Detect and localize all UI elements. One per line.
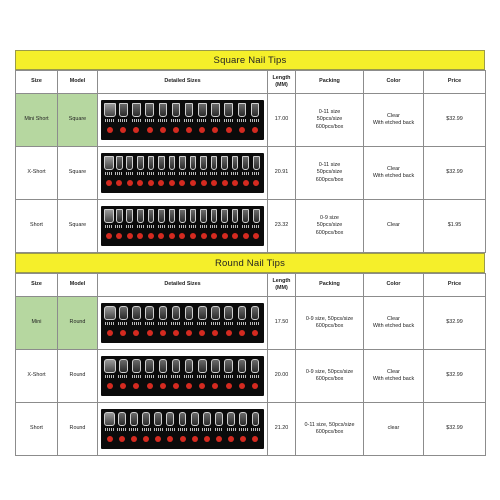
size-marker-icon: [196, 330, 208, 337]
size-marker-icon: [136, 233, 146, 240]
size-marker-icon: [251, 180, 261, 187]
header-detailed-sizes: Detailed Sizes: [98, 274, 268, 297]
nail-tip-icon: [130, 306, 142, 326]
size-marker-icon: [157, 233, 167, 240]
size-marker-icon: [188, 233, 198, 240]
size-marker-icon: [104, 127, 116, 134]
size-marker-icon: [178, 233, 188, 240]
nail-tip-icon: [104, 306, 116, 326]
nail-tip-icon: [170, 359, 182, 379]
size-cell: Mini: [16, 297, 58, 350]
square-rows: [16, 94, 486, 253]
nail-tip-icon: [117, 306, 129, 326]
packing-line: 600pcs/box: [315, 376, 344, 382]
packing-line: 0-11 size: [318, 162, 341, 169]
detailed-sizes-cell: [98, 147, 268, 200]
nail-tip-icon: [104, 412, 115, 432]
round-rows: [16, 297, 486, 456]
size-cell: Short: [16, 403, 58, 456]
nail-tip-icon: [144, 103, 156, 123]
price-cell: $32.99: [424, 403, 486, 456]
color-cell: [364, 147, 424, 200]
nail-tip-icon: [188, 156, 198, 176]
nail-tip-icon: [117, 103, 129, 123]
size-marker-icon: [220, 233, 230, 240]
color-cell: [364, 350, 424, 403]
size-marker-icon: [220, 180, 230, 187]
nail-tip-size-chart-image: [101, 356, 264, 396]
size-marker-icon: [144, 383, 156, 390]
square-table: [15, 70, 486, 253]
detailed-sizes-cell: [98, 297, 268, 350]
nail-tip-icon: [128, 412, 139, 432]
size-marker-icon: [209, 233, 219, 240]
size-marker-icon: [250, 436, 261, 443]
size-marker-icon: [144, 330, 156, 337]
nail-tip-icon: [209, 209, 219, 229]
table-row: [16, 94, 486, 147]
nail-tip-icon: [104, 209, 114, 229]
size-marker-icon: [115, 233, 125, 240]
nail-tip-icon: [146, 156, 156, 176]
size-marker-icon: [117, 127, 129, 134]
table-row: [16, 200, 486, 253]
nail-tip-icon: [220, 209, 230, 229]
packing-line: 50pcs/size: [316, 169, 343, 176]
nail-tip-icon: [249, 103, 261, 123]
nail-tip-icon: [104, 156, 114, 176]
nail-tip-icon: [189, 412, 200, 432]
header-packing: Packing: [296, 274, 364, 297]
nail-tip-icon: [104, 103, 116, 123]
size-marker-icon: [130, 330, 142, 337]
model-cell: Round: [58, 350, 98, 403]
nail-tip-icon: [251, 156, 261, 176]
nail-tip-icon: [125, 209, 135, 229]
color-line: clear: [387, 425, 400, 432]
nail-tip-icon: [157, 156, 167, 176]
nail-tip-size-chart-image: [101, 409, 264, 449]
nail-tip-icon: [199, 209, 209, 229]
size-marker-icon: [144, 127, 156, 134]
length-cell: 21.20: [268, 403, 296, 456]
nail-tip-icon: [183, 103, 195, 123]
nail-tip-icon: [170, 103, 182, 123]
packing-line: 600pcs/box: [315, 323, 344, 329]
size-marker-icon: [165, 436, 176, 443]
size-marker-icon: [136, 180, 146, 187]
price-cell: $32.99: [424, 147, 486, 200]
size-marker-icon: [251, 233, 261, 240]
nail-tip-icon: [117, 359, 129, 379]
nail-tip-icon: [241, 156, 251, 176]
color-cell: [364, 200, 424, 253]
size-marker-icon: [230, 233, 240, 240]
round-header-row: [16, 274, 486, 297]
length-cell: 20.91: [268, 147, 296, 200]
size-cell: X-Short: [16, 350, 58, 403]
nail-tips-sheet: [15, 50, 485, 456]
packing-line: 600pcs/box: [315, 176, 344, 183]
nail-tip-icon: [223, 306, 235, 326]
packing-cell: [296, 403, 364, 456]
square-header-row: [16, 71, 486, 94]
nail-tip-icon: [213, 412, 224, 432]
packing-cell: [296, 200, 364, 253]
size-marker-icon: [115, 180, 125, 187]
size-marker-icon: [249, 127, 261, 134]
size-marker-icon: [157, 180, 167, 187]
header-price: Price: [424, 71, 486, 94]
size-marker-icon: [170, 330, 182, 337]
round-section-title: Round Nail Tips: [15, 253, 485, 273]
detailed-sizes-cell: [98, 94, 268, 147]
header-detailed-sizes: Detailed Sizes: [98, 71, 268, 94]
packing-cell: [296, 350, 364, 403]
nail-tip-icon: [136, 209, 146, 229]
header-packing: Packing: [296, 71, 364, 94]
size-marker-icon: [125, 233, 135, 240]
size-marker-icon: [196, 127, 208, 134]
color-line: With etched back: [372, 376, 415, 382]
packing-line: 0-9 size, 50pcs/size: [305, 368, 354, 375]
size-marker-icon: [209, 180, 219, 187]
nail-tip-size-chart-image: [101, 206, 264, 246]
nail-tip-icon: [236, 359, 248, 379]
size-marker-icon: [104, 383, 116, 390]
size-marker-icon: [209, 330, 221, 337]
size-marker-icon: [146, 180, 156, 187]
nail-tip-icon: [236, 103, 248, 123]
nail-tip-size-chart-image: [101, 153, 264, 193]
size-marker-icon: [170, 127, 182, 134]
size-marker-icon: [178, 180, 188, 187]
nail-tip-icon: [196, 103, 208, 123]
color-line: Clear: [387, 315, 400, 322]
color-line: Clear: [387, 222, 400, 229]
round-table: [15, 273, 486, 456]
table-row: [16, 147, 486, 200]
table-row: [16, 350, 486, 403]
size-marker-icon: [157, 330, 169, 337]
size-marker-icon: [104, 233, 114, 240]
header-color: Color: [364, 71, 424, 94]
model-cell: Square: [58, 147, 98, 200]
nail-tip-icon: [157, 209, 167, 229]
size-marker-icon: [117, 330, 129, 337]
header-model: Model: [58, 71, 98, 94]
nail-tip-icon: [236, 306, 248, 326]
nail-tip-icon: [115, 156, 125, 176]
packing-line: 600pcs/box: [315, 429, 344, 435]
size-marker-icon: [157, 127, 169, 134]
nail-tip-icon: [157, 359, 169, 379]
length-cell: 17.00: [268, 94, 296, 147]
size-marker-icon: [209, 383, 221, 390]
size-marker-icon: [213, 436, 224, 443]
price-cell: $32.99: [424, 94, 486, 147]
size-marker-icon: [167, 180, 177, 187]
size-cell: Mini Short: [16, 94, 58, 147]
nail-tip-icon: [116, 412, 127, 432]
nail-tip-icon: [209, 103, 221, 123]
size-marker-icon: [170, 383, 182, 390]
size-marker-icon: [236, 127, 248, 134]
nail-tip-icon: [241, 209, 251, 229]
nail-tip-icon: [188, 209, 198, 229]
nail-tip-icon: [115, 209, 125, 229]
nail-tip-icon: [250, 412, 261, 432]
detailed-sizes-cell: [98, 200, 268, 253]
size-marker-icon: [196, 383, 208, 390]
size-marker-icon: [140, 436, 151, 443]
size-marker-icon: [128, 436, 139, 443]
packing-cell: [296, 297, 364, 350]
color-line: With etched back: [372, 120, 415, 126]
nail-tip-icon: [146, 209, 156, 229]
size-marker-icon: [249, 383, 261, 390]
nail-tip-icon: [178, 156, 188, 176]
length-cell: 20.00: [268, 350, 296, 403]
price-cell: $32.99: [424, 350, 486, 403]
size-marker-icon: [201, 436, 212, 443]
nail-tip-icon: [157, 103, 169, 123]
size-marker-icon: [188, 180, 198, 187]
nail-tip-icon: [125, 156, 135, 176]
size-marker-icon: [236, 383, 248, 390]
header-length: Length (MM): [268, 274, 296, 297]
nail-tip-icon: [144, 359, 156, 379]
size-marker-icon: [249, 330, 261, 337]
packing-line: 600pcs/box: [315, 123, 344, 130]
size-marker-icon: [146, 233, 156, 240]
nail-tip-icon: [199, 156, 209, 176]
nail-tip-icon: [130, 359, 142, 379]
nail-tip-icon: [178, 209, 188, 229]
nail-tip-size-chart-image: [101, 100, 264, 140]
size-marker-icon: [153, 436, 164, 443]
detailed-sizes-cell: [98, 403, 268, 456]
size-marker-icon: [226, 436, 237, 443]
size-marker-icon: [199, 233, 209, 240]
square-section-title: Square Nail Tips: [15, 50, 485, 70]
table-row: [16, 297, 486, 350]
color-line: Clear: [387, 112, 400, 119]
size-marker-icon: [223, 127, 235, 134]
nail-tip-icon: [196, 306, 208, 326]
price-cell: $1.95: [424, 200, 486, 253]
nail-tip-icon: [140, 412, 151, 432]
nail-tip-icon: [177, 412, 188, 432]
size-cell: Short: [16, 200, 58, 253]
size-marker-icon: [130, 127, 142, 134]
color-cell: [364, 297, 424, 350]
size-cell: X-Short: [16, 147, 58, 200]
size-marker-icon: [241, 180, 251, 187]
size-marker-icon: [104, 180, 114, 187]
header-model: Model: [58, 274, 98, 297]
nail-tip-icon: [249, 306, 261, 326]
header-price: Price: [424, 274, 486, 297]
size-marker-icon: [130, 383, 142, 390]
size-marker-icon: [177, 436, 188, 443]
nail-tip-icon: [230, 156, 240, 176]
model-cell: Square: [58, 94, 98, 147]
length-cell: 23.32: [268, 200, 296, 253]
nail-tip-icon: [238, 412, 249, 432]
packing-cell: [296, 147, 364, 200]
header-size: Size: [16, 274, 58, 297]
size-marker-icon: [183, 383, 195, 390]
packing-line: 50pcs/size: [316, 116, 343, 123]
size-marker-icon: [183, 330, 195, 337]
nail-tip-icon: [249, 359, 261, 379]
table-row: [16, 403, 486, 456]
size-marker-icon: [116, 436, 127, 443]
model-cell: Round: [58, 403, 98, 456]
size-marker-icon: [238, 436, 249, 443]
nail-tip-icon: [183, 359, 195, 379]
length-cell: 17.50: [268, 297, 296, 350]
color-line: Clear: [387, 368, 400, 375]
header-length: Length (MM): [268, 71, 296, 94]
nail-tip-icon: [196, 359, 208, 379]
nail-tip-icon: [165, 412, 176, 432]
packing-line: 0-9 size: [320, 215, 339, 222]
detailed-sizes-cell: [98, 350, 268, 403]
color-cell: [364, 94, 424, 147]
color-line: With etched back: [372, 323, 415, 329]
size-marker-icon: [199, 180, 209, 187]
size-marker-icon: [189, 436, 200, 443]
size-marker-icon: [125, 180, 135, 187]
model-cell: Round: [58, 297, 98, 350]
packing-line: 600pcs/box: [315, 229, 344, 236]
size-marker-icon: [104, 436, 115, 443]
nail-tip-icon: [209, 306, 221, 326]
nail-tip-icon: [167, 156, 177, 176]
nail-tip-icon: [230, 209, 240, 229]
nail-tip-icon: [157, 306, 169, 326]
size-marker-icon: [183, 127, 195, 134]
nail-tip-size-chart-image: [101, 303, 264, 343]
nail-tip-icon: [209, 359, 221, 379]
nail-tip-icon: [223, 103, 235, 123]
size-marker-icon: [241, 233, 251, 240]
size-marker-icon: [209, 127, 221, 134]
header-size: Size: [16, 71, 58, 94]
size-marker-icon: [104, 330, 116, 337]
nail-tip-icon: [226, 412, 237, 432]
nail-tip-icon: [136, 156, 146, 176]
size-marker-icon: [230, 180, 240, 187]
nail-tip-icon: [170, 306, 182, 326]
nail-tip-icon: [201, 412, 212, 432]
nail-tip-icon: [130, 103, 142, 123]
color-line: Clear: [387, 165, 400, 172]
nail-tip-icon: [220, 156, 230, 176]
model-cell: Square: [58, 200, 98, 253]
size-marker-icon: [117, 383, 129, 390]
packing-line: 0-11 size, 50pcs/size: [304, 421, 355, 428]
size-marker-icon: [157, 383, 169, 390]
packing-cell: [296, 94, 364, 147]
nail-tip-icon: [251, 209, 261, 229]
color-line: With etched back: [372, 173, 415, 179]
nail-tip-icon: [144, 306, 156, 326]
color-cell: [364, 403, 424, 456]
nail-tip-icon: [167, 209, 177, 229]
size-marker-icon: [223, 330, 235, 337]
packing-line: 50pcs/size: [316, 222, 343, 229]
nail-tip-icon: [183, 306, 195, 326]
packing-line: 0-9 size, 50pcs/size: [305, 315, 354, 322]
price-cell: $32.99: [424, 297, 486, 350]
packing-line: 0-11 size: [318, 109, 341, 116]
nail-tip-icon: [153, 412, 164, 432]
nail-tip-icon: [104, 359, 116, 379]
nail-tip-icon: [223, 359, 235, 379]
size-marker-icon: [236, 330, 248, 337]
size-marker-icon: [223, 383, 235, 390]
size-marker-icon: [167, 233, 177, 240]
header-color: Color: [364, 274, 424, 297]
nail-tip-icon: [209, 156, 219, 176]
